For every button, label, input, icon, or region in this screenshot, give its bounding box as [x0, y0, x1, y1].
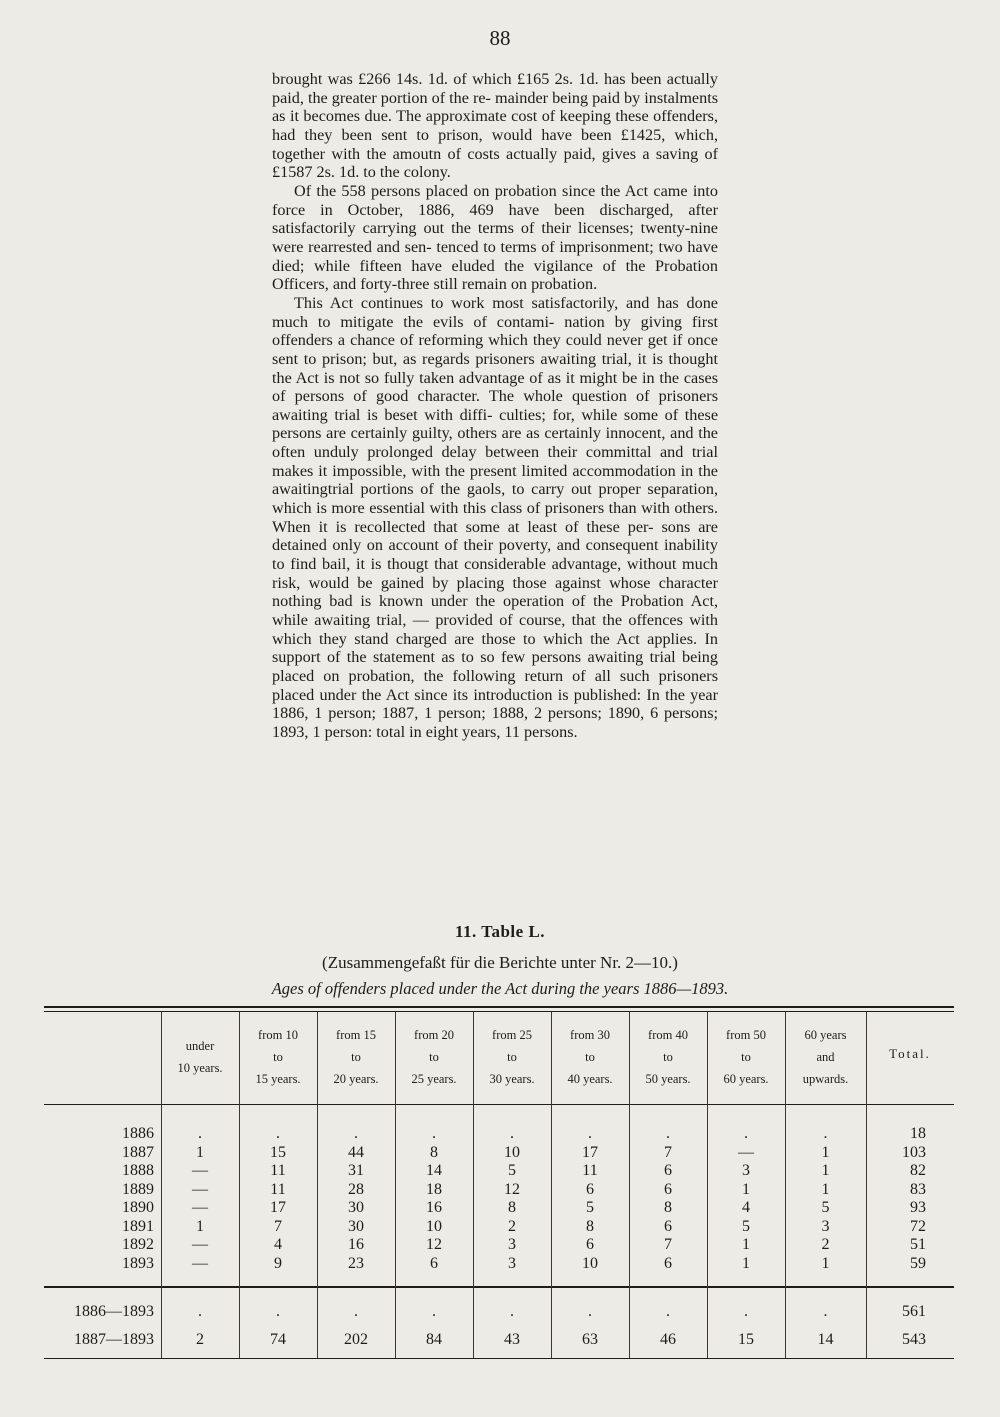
row-total: 103	[902, 1143, 926, 1161]
table-cell: .	[666, 1303, 670, 1320]
column-header-line: to	[585, 1050, 595, 1064]
table-cell: 7	[664, 1143, 672, 1161]
table-cell: 5	[508, 1162, 516, 1179]
column-header-line: 50 years.	[645, 1072, 691, 1086]
table-cell: 6	[430, 1254, 438, 1272]
column-header	[473, 1024, 551, 1090]
header-bottom-rule	[44, 1104, 954, 1105]
table-cell: .	[588, 1303, 592, 1320]
column-header-line: to	[507, 1050, 517, 1064]
table-cell: 14	[817, 1331, 834, 1348]
table-cell: 202	[344, 1331, 368, 1348]
table-title: 11. Table L.	[454, 922, 546, 941]
table-cell: 9	[274, 1254, 282, 1272]
paragraph: Of the 558 persons placed on probation since the Act came into force in October, 1886, 469 have been discharged, after satisfactorily carrying out the terms of their licenses; twenty-nine were rearrested and sen- tenced to terms of imprisonment; two have died; while fifteen have eluded the vigilance of the Probation Officers, and forty-three still remain on probation.	[272, 181, 718, 294]
table-cell: 84	[426, 1331, 442, 1348]
table-top-rule	[44, 1006, 954, 1008]
table-cell: 10	[582, 1254, 598, 1272]
table-cell: 12	[426, 1236, 442, 1253]
table-cell: 11	[270, 1180, 286, 1198]
table-cell: 1	[742, 1236, 750, 1253]
row-total: 59	[910, 1254, 926, 1272]
column-header-line: 30 years.	[489, 1072, 535, 1086]
table-cell: 14	[426, 1162, 442, 1179]
table-subtitle: (Zusammengefaßt für die Berichte unter Nr. 2—10.)	[322, 953, 678, 972]
row-total: 561	[902, 1303, 926, 1320]
table-cell: .	[432, 1125, 436, 1142]
table-cell: .	[823, 1303, 828, 1320]
table-cell: 43	[504, 1331, 520, 1348]
table-cell: —	[192, 1236, 208, 1253]
row-year-label: 1888	[122, 1162, 154, 1179]
row-year-label: 1887	[122, 1143, 154, 1161]
row-year-label: 1886—1893	[74, 1303, 154, 1320]
table-cell: 6	[664, 1162, 672, 1179]
table-cell: 74	[270, 1331, 286, 1348]
paragraph: This Act continues to work most satisfactorily, and has done much to mitigate the evils of contami- nation by giving first offenders a chance of reforming which they could never get if once sent to prison; but, as regards prisoners awaiting trial, it is thought the Act is not so fully taken advantage of as it might be in the cases of persons of good character. The whole question of prisoners awaiting trial is beset with diffi- culties; for, while some of these persons are certainly guilty, others are as certainly innocent, and the often unduly prolonged delay between their committal and trial makes it impossible, with the present limited accommodation in the awaitingtrial portions of the gaols, to carry out proper separation, which is more essential with this class of prisoners than with others. When it is recollected that some at least of these per- sons are detained only on account of their poverty, and consequent inability to find bail, it is thougt that considerable advantage, without much risk, would be gained by placing those against whose character nothing bad is known under the operation of the Probation Act, while awaiting trial, — provided of course, that the offences with which they stand charged are those to which the Act applies. In support of the statement as to so few persons awaiting trial being placed on probation, the following return of all such prisoners placed under the Act since its introduction is published: In the year 1886, 1 person; 1887, 1 person; 1888, 2 persons; 1890, 6 persons; 1893, 1 person: total in eight years, 11 persons.	[272, 293, 718, 741]
table-cell: —	[738, 1143, 754, 1161]
column-header-line: to	[273, 1050, 283, 1064]
table-cell: .	[510, 1303, 514, 1320]
table-cell: 15	[738, 1331, 754, 1348]
column-header	[551, 1024, 629, 1090]
row-year-label: 1890	[122, 1199, 154, 1216]
table-cell: 6	[664, 1180, 672, 1198]
table-cell: 5	[586, 1199, 594, 1216]
row-year-label: 1893	[122, 1254, 154, 1272]
table-cell: 11	[582, 1162, 598, 1179]
table-cell: 4	[274, 1236, 282, 1253]
column-header-line: to	[663, 1050, 673, 1064]
table-cell: 1	[821, 1162, 830, 1179]
table-cell: 5	[821, 1199, 830, 1216]
row-year-label: 1891	[122, 1217, 154, 1235]
column-header	[317, 1024, 395, 1090]
table-cell: 2	[821, 1236, 830, 1253]
column-header-line: 40 years.	[567, 1072, 613, 1086]
table-cell: 1	[742, 1254, 750, 1272]
column-header-line: from 40	[648, 1028, 688, 1042]
row-year-label: 1889	[122, 1180, 154, 1198]
table-cell: —	[192, 1254, 208, 1272]
table-cell: 11	[270, 1162, 286, 1179]
column-header-line: from 10	[258, 1028, 298, 1042]
table-cell: 10	[426, 1217, 442, 1235]
table-cell: 5	[742, 1217, 750, 1235]
column-header-line: and	[816, 1050, 835, 1064]
table-cell: 8	[586, 1217, 594, 1235]
column-header-line: to	[429, 1050, 439, 1064]
table-cell: 1	[821, 1143, 830, 1161]
table-cell: .	[354, 1303, 358, 1320]
table-cell: 12	[504, 1180, 520, 1198]
row-total: 82	[910, 1162, 926, 1179]
table-cell: 23	[348, 1254, 364, 1272]
body-text	[272, 70, 718, 742]
column-header-line: to	[741, 1050, 751, 1064]
table-cell: 30	[348, 1217, 364, 1235]
row-total: 83	[910, 1180, 926, 1198]
table-cell: 16	[426, 1199, 442, 1216]
table-cell: 8	[664, 1199, 672, 1216]
column-header	[707, 1024, 785, 1090]
column-header	[161, 1035, 239, 1101]
column-header	[239, 1024, 317, 1090]
table-cell: 31	[348, 1162, 364, 1179]
row-total: 543	[902, 1331, 926, 1348]
table-cell: .	[510, 1125, 514, 1142]
table-cell: 8	[430, 1143, 438, 1161]
table-cell: 8	[508, 1199, 516, 1216]
table-cell: 3	[742, 1162, 750, 1179]
table-cell: 6	[586, 1180, 594, 1198]
table-cell: 16	[348, 1236, 364, 1253]
column-header-line: under	[185, 1039, 215, 1053]
column-header-line: 10 years.	[177, 1061, 223, 1075]
table-cell: .	[276, 1125, 280, 1142]
table-cell: 17	[270, 1199, 286, 1216]
totals-separator-rule	[44, 1286, 954, 1288]
table-cell: 3	[508, 1236, 516, 1253]
table-cell: 3	[508, 1254, 516, 1272]
table-cell: 1	[821, 1180, 830, 1198]
table-cell: 28	[348, 1180, 364, 1198]
table-cell: 44	[348, 1143, 364, 1161]
table-cell: 3	[821, 1217, 830, 1235]
table-cell: .	[198, 1125, 202, 1142]
table-cell: 6	[664, 1254, 672, 1272]
total-column-header: Total.	[889, 1046, 931, 1061]
row-total: 18	[910, 1125, 926, 1142]
row-total: 51	[910, 1236, 926, 1253]
table-cell: .	[744, 1125, 748, 1142]
table-cell: 6	[586, 1236, 594, 1253]
table-cell: .	[198, 1303, 202, 1320]
row-year-label: 1886	[122, 1125, 154, 1142]
table-cell: 46	[660, 1331, 676, 1348]
table-cell: 1	[196, 1143, 204, 1161]
row-total: 93	[910, 1199, 926, 1216]
table-cell: 1	[821, 1254, 830, 1272]
table-bottom-rule	[44, 1358, 954, 1359]
row-year-label: 1892	[122, 1236, 154, 1253]
table-cell: 18	[426, 1180, 442, 1198]
table-cell: .	[276, 1303, 280, 1320]
table-cell: .	[432, 1303, 436, 1320]
column-header-line: 25 years.	[411, 1072, 457, 1086]
column-header-line: upwards.	[802, 1072, 849, 1086]
row-year-label: 1887—1893	[74, 1331, 154, 1348]
paragraph: brought was £266 14s. 1d. of which £165 2s. 1d. has been actually paid, the greater portion of the re- mainder being paid by instalments as it becomes due. The approximate cost of keeping these offenders, had they been sent to prison, would have been £1425, which, together with the amoutn of costs actually paid, gives a saving of £1587 2s. 1d. to the colony.	[272, 70, 718, 182]
table-cell: 30	[348, 1199, 364, 1216]
column-header	[629, 1024, 707, 1090]
column-header-line: from 30	[570, 1028, 610, 1042]
column-header-line: from 20	[414, 1028, 454, 1042]
column-header-line: 15 years.	[255, 1072, 301, 1086]
table-cell: 10	[504, 1143, 520, 1161]
table-cell: 7	[664, 1236, 672, 1253]
column-header-line: from 25	[492, 1028, 532, 1042]
table-cell: 2	[196, 1331, 204, 1348]
table-cell: 2	[508, 1217, 516, 1235]
table-cell: .	[354, 1125, 358, 1142]
table-cell: 7	[274, 1217, 282, 1235]
column-header-line: from 15	[336, 1028, 376, 1042]
column-header-line: to	[351, 1050, 361, 1064]
table-cell: 17	[582, 1143, 598, 1161]
table-caption: Ages of offenders placed under the Act during the years 1886—1893.	[271, 979, 729, 998]
table-cell: .	[666, 1125, 670, 1142]
row-total: 72	[910, 1217, 926, 1235]
column-header	[785, 1024, 866, 1090]
table-top-rule-thin	[44, 1011, 954, 1012]
column-header-line: 60 years	[804, 1028, 847, 1042]
table-cell: —	[192, 1180, 208, 1198]
table-cell: .	[588, 1125, 592, 1142]
table-cell: .	[823, 1125, 828, 1142]
table-cell: .	[744, 1303, 748, 1320]
table-cell: 1	[196, 1217, 204, 1235]
table-cell: 6	[664, 1217, 672, 1235]
table-cell: 63	[582, 1331, 598, 1348]
column-header-line: 20 years.	[333, 1072, 379, 1086]
table-cell: 15	[270, 1143, 286, 1161]
table-cell: —	[192, 1199, 208, 1216]
column-header-line: 60 years.	[723, 1072, 769, 1086]
page-number: 88	[489, 26, 511, 50]
table-cell: 4	[742, 1199, 750, 1216]
table-cell: 1	[742, 1180, 750, 1198]
column-header	[395, 1024, 473, 1090]
column-header-line: from 50	[726, 1028, 766, 1042]
table-cell: —	[192, 1162, 208, 1179]
